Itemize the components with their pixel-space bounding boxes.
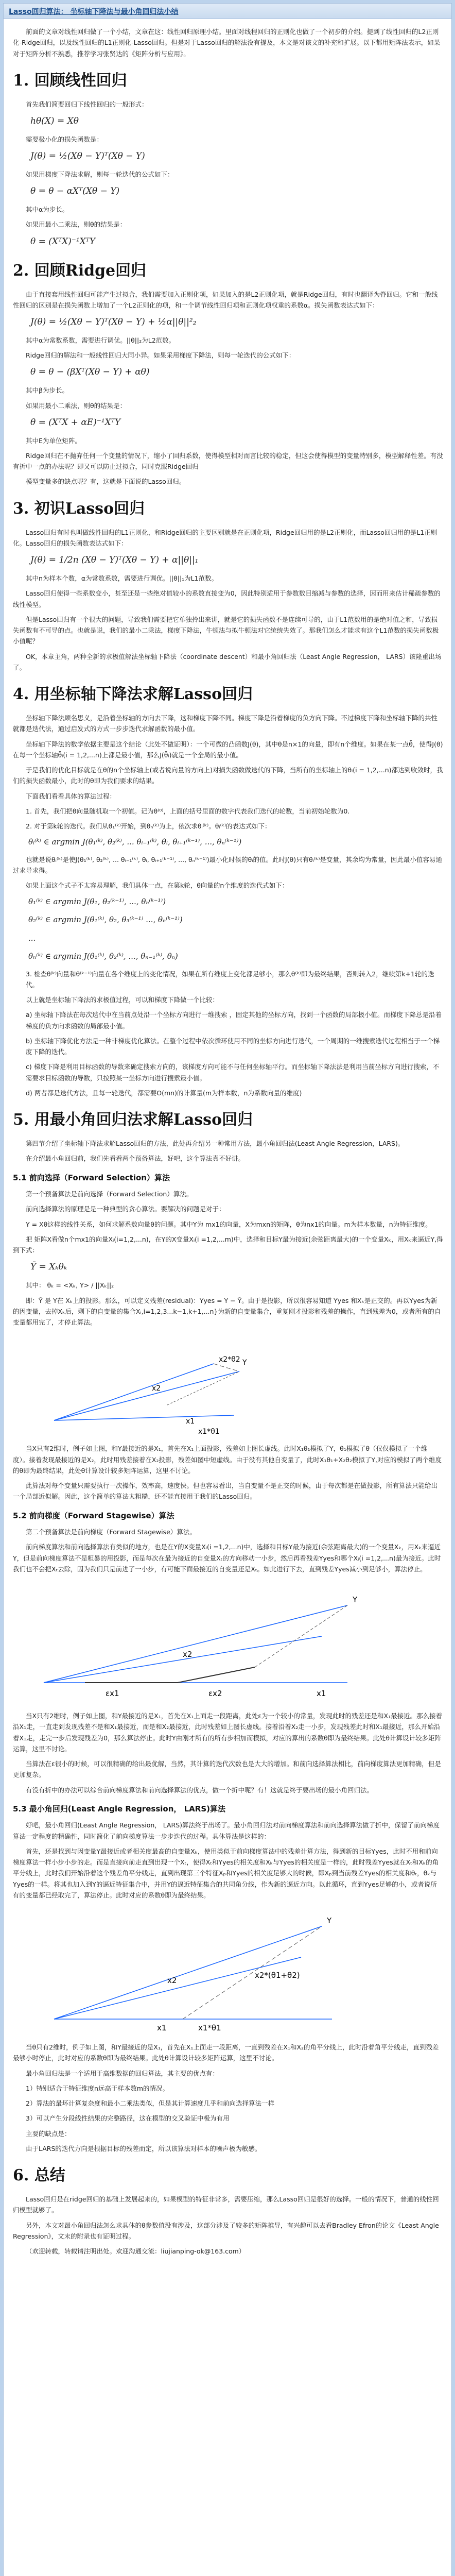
paragraph: 其中α为步长。 <box>26 206 69 214</box>
section-heading-5: 5. 用最小角回归法求解Lasso回归 <box>13 1111 253 1129</box>
comparison-item: a) 坐标轴下降法在每次迭代中在当前点处沿一个坐标方向进行一维搜索 ，固定其他的坐标方向，找到一个函数的局部极小值。而梯度下降总是沿着梯度的负方向求函数的局部最小值。 <box>26 1011 442 1030</box>
paragraph: 当算法在ε很小的时候，可以很精确的给出最优解，当然，其计算的迭代次数也是大大的增加。和前向选择算法相比，前向梯度算法更加精确，但是更加复杂。 <box>13 1760 441 1779</box>
paragraph: 当X只有2维时，例子如上图，和Y最接近的是X₁，首先在X₁上面投影，残差如上图长虚线。此时X₁θ₁模拟了Y，θ₁模拟了θ（仅仅模拟了一个维度）。接着发现最接近的是X₂，此时用残差接着在X₂投影，残差如图中短虚线。由于没有其他自变量了，此时X₁θ₁+X₂θ₂模拟了Y,对应的模拟了两个维度的θ即为最终结果，此处θ计算设计较多矩阵运算，这里不讨论。 <box>13 1445 442 1475</box>
ex2-label: εx2 <box>208 1689 222 1699</box>
paragraph: 需要极小化的损失函数是： <box>26 135 103 143</box>
paragraph: 如果上面这个式子不太容易理解，我们具体一点，在第k轮，θ向量的n个维度的迭代式如下： <box>26 882 289 890</box>
formula: hθ(X) = Xθ <box>30 116 79 126</box>
post-title-bar <box>4 4 451 19</box>
paragraph: 如果用最小二乘法，则θ的结果是： <box>26 221 127 229</box>
advantage-item: 3）可以产生分段线性结果的完整路径，这在模型的交叉验证中极为有用 <box>26 2114 230 2123</box>
intro-paragraph: 前面的文章对线性回归做了一个小结，文章在这：线性回归原理小结。里面对线程回归的正则化也做了一个初步的介绍。提到了线性回归的L2正则化-Ridge回归，以及线性回归的L1正则化-Lasso回归。但是对于Lasso回归的解法没有提及，本文是对该文的补充和扩展。以下都用矩阵法表示，如果对于矩阵分析不熟悉，推荐学习张贤达的《矩阵分析与应用》。 <box>13 28 441 58</box>
x1-label: x1 <box>186 1417 195 1426</box>
x2-vector <box>54 1415 234 1420</box>
paragraph: 其中E为单位矩阵。 <box>26 436 81 445</box>
formula: θ₂⁽ᵏ⁾ ∈ argmin J(θ₁⁽ᵏ⁾, θ₂, θ₃⁽ᵏ⁻¹⁾ ..., θₙ⁽ᵏ⁻¹⁾) <box>28 915 183 925</box>
residual <box>255 1605 347 1667</box>
comparison-item: d) 两者都是迭代方法，且每一轮迭代，都需要O(mn)的计算量(m为样本数，n为系数向量的维度) <box>26 1089 302 1097</box>
formula: θ = θ − αXᵀ(Xθ − Y) <box>30 186 120 197</box>
algorithm-step: 2. 对于第k轮的迭代。我们从θ₁⁽ᵏ⁾开始，到θₙ⁽ᵏ⁾为止，依次求θᵢ⁽ᵏ⁾。θᵢ⁽ᵏ⁾的表达式如下： <box>26 822 271 831</box>
post-body <box>13 26 443 2261</box>
paragraph: 好吧，最小角回归(Least Angle Regression， LARS)算法终于出场了。最小角回归法对前向梯度算法和前向选择算法做了折中，保留了前向梯度算法一定程度的精确性，同时简化了前向梯度算法一步步迭代的过程。具体算法是这样的： <box>13 1821 440 1840</box>
paragraph: 当θ只有2维时，例子如上图，和Y最接近的是X₁，首先在X₁上面走一段距离，一直到残差在X₁和X₂的角平分线上，此时沿着角平分线走，直到残差最够小时停止，此时对应的系数θ即为最终结果。此处θ计算设计较多矩阵运算，这里不讨论。 <box>13 2043 439 2062</box>
y-label: Y <box>327 1916 332 1926</box>
paragraph: 有没有折中的办法可以综合前向梯度算法和前向选择算法的优点，做一个折中呢？有！这就是终于要出场的最小角回归法。 <box>26 1786 374 1794</box>
subsection-heading-5-3: 5.3 最小角回归(Least Angle Regression， LARS)算法 <box>13 1804 225 1814</box>
paragraph: 坐标轴下降法顾名思义，是沿着坐标轴的方向去下降，这和梯度下降不同。梯度下降是沿着梯度的负方向下降。不过梯度下降和坐标轴下降的共性就都是迭代法，通过启发式的方式一步步迭代求解函数的最小值。 <box>13 714 438 733</box>
paragraph: 首先，还是找到与因变量Y最接近或者相关度最高的自变量Xₖ，使用类似于前向梯度算法中的残差计算方法，得到新的目标Yyes，此时不用和前向梯度算法一样小步小步的走。而是直接向前走直到出现一个Xₜ，使得Xₜ和Yyes的相关度和Xₖ与Yyes的相关度是一样的，此时残差Yyes就在Xₜ和Xₖ的角平分线上，此时我们开始沿着这个残差角平分线走，直到出现第三个特征Xₚ和Yyes的相关度足够大的时候，即Xₚ到当前残差Yyes的相关度和θₜ，θₖ与Yyes的一样。将其也加入到Y的逼近特征集合中，并用Y的逼近特征集合的共同角分线，作为新的逼近方向。以此循环，直到Yyes足够的小，或者说所有的变量都已经取完了，算法停止。此时对应的系数θ即为最终结果。 <box>13 1847 439 1899</box>
paragraph: 坐标轴下降法的数学依据主要是这个结论（此处不做证明）：一个可微的凸函数J(θ)，其中θ是n×1的向量，即有n个维度。如果在某一点θ̄，使得J(θ)在每一个坐标轴θ̄ᵢ(i = 1,2,...n)上都是最小值，那么J(θ̄ᵢ)就是一个全局的最小值。 <box>13 740 443 759</box>
forward-selection-figure <box>13 1333 281 1436</box>
formula: θ = (XᵀX + αE)⁻¹XᵀY <box>30 417 121 428</box>
paragraph: 由于直接套用线性回归可能产生过拟合，我们需要加入正则化项，如果加入的是L2正则化项，就是Ridge回归，有时也翻译为脊回归。它和一般线性回归的区别是在损失函数上增加了一个L2正则化的项，和一个调节线性回归项和正则化项权重的系数α。损失函数表达式如下： <box>13 290 438 309</box>
x2-vector <box>54 1957 301 2019</box>
advantage-item: 2）算法的最坏计算复杂度和最小二乘法类似，但是其计算速度几乎和前向选择算法一样 <box>26 2099 274 2108</box>
paragraph: 第二个预备算法是前向梯度（Forward Stagewise）算法。 <box>26 1528 196 1536</box>
section-heading-4: 4. 用坐标轴下降法求解Lasso回归 <box>13 685 253 704</box>
paragraph: 前向梯度算法和前向选择算法有类似的地方，也是在Y的X变量Xᵢ(i =1,2,...n)中，选择和目标Y最为接近(余弦距离最大)的一个变量Xₖ，用Xₖ来逼近Y，但是前向梯度算法不是粗暴的用投影，而是每次在最为接近的自变量Xₜ的方向移动一小步，然后再看残差Yyes和哪个Xᵢ(i =1,2,...n)最为接近。此时我们也不会把Xₜ去除，因为我们只是前进了一小步，有可能下面最接近的自变量还是Xₜ。如此进行下去，直到残差Yyes减小到足够小，算法停止。 <box>13 1543 441 1573</box>
paragraph: 但是Lasso回归有一个很大的问题，导致我们需要把它单独拎出来讲，就是它的损失函数不是连续可导的，由于L1范数用的是绝对值之和，导致损失函数有不可导的点。也就是说，我们的最小二乘法，梯度下降法，牛顿法与拟牛顿法对它统统失效了。那我们怎么才能求有这个L1范数的损失函数极小值呢？ <box>13 615 439 646</box>
paragraph: 模型变量多的缺点呢？有，这就是下面说的Lasso回归。 <box>26 478 186 486</box>
post-title-link[interactable]: Lasso回归算法： 坐标轴下降法与最小角回归法小结 <box>9 8 179 16</box>
comparison-item: c) 梯度下降是利用目标函数的导数来确定搜索方向的，该梯度方向可能不与任何坐标轴平行。而坐标轴下降法法是利用当前坐标方向进行搜索，不需要求目标函数的导数，只按照某一坐标方向进行搜索最小值。 <box>26 1063 440 1082</box>
paragraph: 下面我们看看具体的算法过程： <box>26 792 116 800</box>
paragraph: 当X只有2维时，例子如上图，和Y最接近的是X₁，首先在X₁上面走一段距离，此处ε为一个较小的常量，发现此时的残差还是和X₁最接近。那么接着沿X₁走，一直走到发现残差不是和X₁最接近，而是和X₂最接近，此时残差如上图长虚线。接着沿着X₂走一小步，发现残差此时和X₁最接近，那么开始沿着X₁走，走完一步后发现残差为0，那么算法停止。此时Y由刚才所有的所有步相加而模拟，对应的算出的系数θ即为最终结果。此处θ计算设计较多矩阵运算，这里不讨论。 <box>13 1712 443 1753</box>
paragraph: 另外，本文对最小角回归法怎么求具体的θ参数值没有涉及，这部分涉及了较多的矩阵推导，有兴趣可以去看Bradley Efron的论文《Least Angle Regression》，文末的附录也有证明过程。 <box>13 2221 439 2240</box>
paragraph: Ridge回归的解法和一般线性回归大同小异。如果采用梯度下降法，则每一轮迭代的公式如下： <box>26 351 295 360</box>
y-label: Y <box>242 1359 247 1367</box>
formula: Ȳ = Xₖθₖ <box>30 1262 67 1273</box>
residual-long <box>214 1364 239 1371</box>
formula: θ₁⁽ᵏ⁾ ∈ argmin J(θ₁, θ₂⁽ᵏ⁻¹⁾, ..., θₙ⁽ᵏ⁻¹⁾) <box>28 896 166 906</box>
section-heading-6: 6. 总结 <box>13 2166 65 2185</box>
comparison-item: b) 坐标轴下降优化方法是一种非梯度优化算法。在整个过程中依次循环使用不同的坐标方向进行迭代，一个周期的一维搜索迭代过程相当于一个梯度下降的迭代。 <box>26 1037 440 1056</box>
y-vector <box>54 1371 239 1420</box>
paragraph: 前向选择算法的原理是是一种典型的贪心算法。要解决的问题是对于： <box>26 1205 225 1213</box>
lars-figure <box>13 1906 383 2035</box>
paragraph: 第四节介绍了坐标轴下降法求解Lasso回归的方法，此处再介绍另一种常用方法，最小角回归法(Least Angle Regression，LARS)。 <box>26 1140 405 1148</box>
paragraph: Lasso回归使得一些系数变小，甚至还是一些绝对值较小的系数直接变为0，因此特别适用于参数数目缩减与参数的选择，因而用来估计稀疏参数的线性模型。 <box>13 589 441 608</box>
formula: θ = (XᵀX)⁻¹XᵀY <box>30 236 96 247</box>
disadvantage-item: 由于LARS的迭代方向是根据目标的残差而定，所以该算法对样本的噪声极为敏感。 <box>26 2144 261 2153</box>
advantage-item: 1）特别适合于特征维度n远高于样本数m的情况。 <box>26 2084 169 2092</box>
paragraph: 即：Ȳ 是 Y在 Xₖ上的投影。那么，可以定义残差(residual)：Yyes = Y − Ȳ。由于是投影，所以很容易知道 Yyes 和Xₖ是正交的。再以Yyes为新的因变量，去掉Xₖ后，剩下的自变量的集合Xᵢ,i=1,2,3...k−1,k+1,...n}为新的自变量集合，重复刚才投影和残差的操作，直到残差为0，或者所有的自变量都用完了，才停止算法。 <box>13 1296 441 1327</box>
x1-label: x1 <box>157 2023 167 2033</box>
x2-vector <box>44 1636 322 1683</box>
paragraph: OK，本章主角，两种全新的求极值解法坐标轴下降法（coordinate descent）和最小角回归法（Least Angle Regression， LARS）该隆重出场了。 <box>13 652 442 671</box>
y-vector <box>44 1605 347 1683</box>
paragraph: 其中α为常数系数，需要进行调优。||θ||₂为L2范数。 <box>26 336 176 344</box>
paragraph: 最小角回归法是一个适用于高维数据的回归算法，其主要的优点有： <box>26 2069 219 2077</box>
paragraph: 其中： θₖ = <Xₖ, Y> / ||Xₖ||₂ <box>26 1281 114 1290</box>
paragraph: Ridge回归在不抛弃任何一个变量的情况下，缩小了回归系数，使得模型相对而言比较的稳定，但这会使得模型的变量特别多，模型解释性差。有没有折中一点的办法呢？即又可以防止过拟合，同时克服Ridge回归 <box>13 451 443 471</box>
paragraph: 在介绍最小角回归前，我们先看看两个预备算法，好吧，这个算法真不好讲。 <box>26 1155 245 1163</box>
x2-label: x2 <box>167 1976 177 1986</box>
y-label: Y <box>353 1595 358 1605</box>
paragraph: Y = Xθ这样的线性关系，如何求解系数向量θ的问题。其中Y为 mx1的向量，X为mxn的矩阵，θ为nx1的向量。m为样本数量，n为特征维度。 <box>26 1220 432 1228</box>
section-heading-3: 3. 初识Lasso回归 <box>13 499 145 518</box>
x2s-label: x2*θ2 <box>219 1355 240 1364</box>
paragraph: 其中β为步长。 <box>26 386 68 395</box>
formula: θ = θ − (βXᵀ(Xθ − Y) + αθ) <box>30 367 150 378</box>
paragraph: 主要的缺点是： <box>26 2129 71 2138</box>
algorithm-step: 3. 检查θ⁽ᵏ⁾向量和θ⁽ᵏ⁻¹⁾向量在各个维度上的变化情况，如果在所有维度上变化都足够小，那么θ⁽ᵏ⁾即为最终结果，否则转入2，继续第k+1轮的迭代。 <box>26 970 434 989</box>
formula: θₙ⁽ᵏ⁾ ∈ argmin J(θ₁⁽ᵏ⁾, θ₂⁽ᵏ⁾, ..., θₙ₋₁⁽ᵏ⁾, θₙ) <box>28 952 178 961</box>
paragraph: 把 矩阵X看做n个mx1的向量Xᵢ(i=1,2,...n)，在Y的X变量Xᵢ(i =1,2,...m)中，选择和目标Y最为接近(余弦距离最大)的一个变量Xₖ，用Xₖ来逼近Y,得到下式： <box>13 1235 443 1255</box>
signature: （欢迎转载，转载请注明出处。欢迎沟通交流：liujianping-ok@163.com） <box>26 2247 246 2256</box>
forward-stagewise-figure <box>13 1580 383 1703</box>
x1s-label: x1*θ1 <box>198 1428 220 1436</box>
bisector <box>183 1926 322 2019</box>
formula: J(θ) = 1/2n (Xθ − Y)ᵀ(Xθ − Y) + α||θ||₁ <box>30 555 199 566</box>
paragraph: 此算法对每个变量只需要执行一次操作，效率高，速度快。但也容易看出，当自变量不是正交的时候，由于每次都是在做投影，所有算法只能给出一个局部近似解。因此，这个简单的算法太粗糙，还不能直接用于我们的Lasso回归。 <box>13 1482 438 1501</box>
section-heading-1: 1. 回顾线性回归 <box>13 71 127 90</box>
formula: ... <box>28 933 36 943</box>
paragraph: 如果用最小二乘法，则θ的结果是： <box>26 401 127 410</box>
paragraph: 首先我们简要回归下线性回归的一般形式： <box>26 100 148 108</box>
formula: θᵢ⁽ᵏ⁾ ∈ argmin J(θ₁⁽ᵏ⁾, θ₂⁽ᵏ⁾, ... θᵢ₋₁⁽ᵏ⁾, θᵢ, θᵢ₊₁⁽ᵏ⁻¹⁾, ..., θₙ⁽ᵏ⁻¹⁾) <box>28 837 242 847</box>
paragraph: 也就是说θᵢ⁽ᵏ⁾是使J(θ₁⁽ᵏ⁾, θ₂⁽ᵏ⁾, ... θᵢ₋₁⁽ᵏ⁾, θᵢ, θᵢ₊₁⁽ᵏ⁻¹⁾, ..., θₙ⁽ᵏ⁻¹⁾)最小化时候的θᵢ的值。此时J(θ)只有θᵢ⁽ᵏ⁾是变量，其余均为常量，因此最小值容易通过求导求得。 <box>13 855 442 875</box>
x1-label: x1 <box>317 1689 326 1699</box>
paragraph: 其中n为样本个数，α为常数系数，需要进行调优。||θ||₁为L1范数。 <box>26 574 218 583</box>
subsection-heading-5-2: 5.2 前向梯度（Forward Stagewise）算法 <box>13 1511 174 1520</box>
paragraph: 第一个预备算法是前向选择（Forward Selection）算法。 <box>26 1190 193 1198</box>
ex1-label: εx1 <box>106 1689 119 1699</box>
algorithm-step: 1. 首先，我们把θ向量随机取一个初值。记为θ⁽⁰⁾，上面的括号里面的数字代表我们迭代的轮数，当前初始轮数为0. <box>26 807 350 815</box>
paragraph: 如果用梯度下降法求解，则每一轮迭代的公式如下： <box>26 171 174 179</box>
x2s-label: x2*(θ1+θ2) <box>255 1971 300 1980</box>
subsection-heading-5-1: 5.1 前向选择（Forward Selection）算法 <box>13 1173 170 1182</box>
formula: J(θ) = ½(Xθ − Y)ᵀ(Xθ − Y) + ½α||θ||²₂ <box>30 317 197 328</box>
blog-post <box>3 3 452 2576</box>
paragraph: Lasso回归是在ridge回归的基础上发展起来的，如果模型的特征非常多，需要压缩，那么Lasso回归是很好的选择。一般的情况下，普通的线性回归模型就够了。 <box>13 2195 439 2214</box>
x2-label: x2 <box>152 1384 161 1393</box>
formula: J(θ) = ½(Xθ − Y)ᵀ(Xθ − Y) <box>30 151 145 162</box>
x1-vector <box>54 1364 214 1420</box>
section-heading-2: 2. 回顾Ridge回归 <box>13 261 147 280</box>
paragraph: 以上就是坐标轴下降法的求极值过程，可以和梯度下降做一个比较： <box>26 996 219 1004</box>
paragraph: Lasso回归有时也叫做线性回归的L1正则化，和Ridge回归的主要区别就是在正则化项，Ridge回归用的是L2正则化，而Lasso回归用的是L1正则化。Lasso回归的损失函数表达式如下： <box>13 528 437 547</box>
step-segment <box>178 1667 255 1683</box>
paragraph: 于是我们的优化目标就是在θ的n个坐标轴上(或者说向量的方向上)对损失函数做迭代的下降，当所有的坐标轴上的θᵢ(i = 1,2,...n)都达到收敛时，我们的损失函数最小，此时的θ即为我们要求的结果。 <box>13 766 443 785</box>
x2-label: x2 <box>183 1650 192 1659</box>
x1s-label: x1*θ1 <box>198 2023 221 2033</box>
